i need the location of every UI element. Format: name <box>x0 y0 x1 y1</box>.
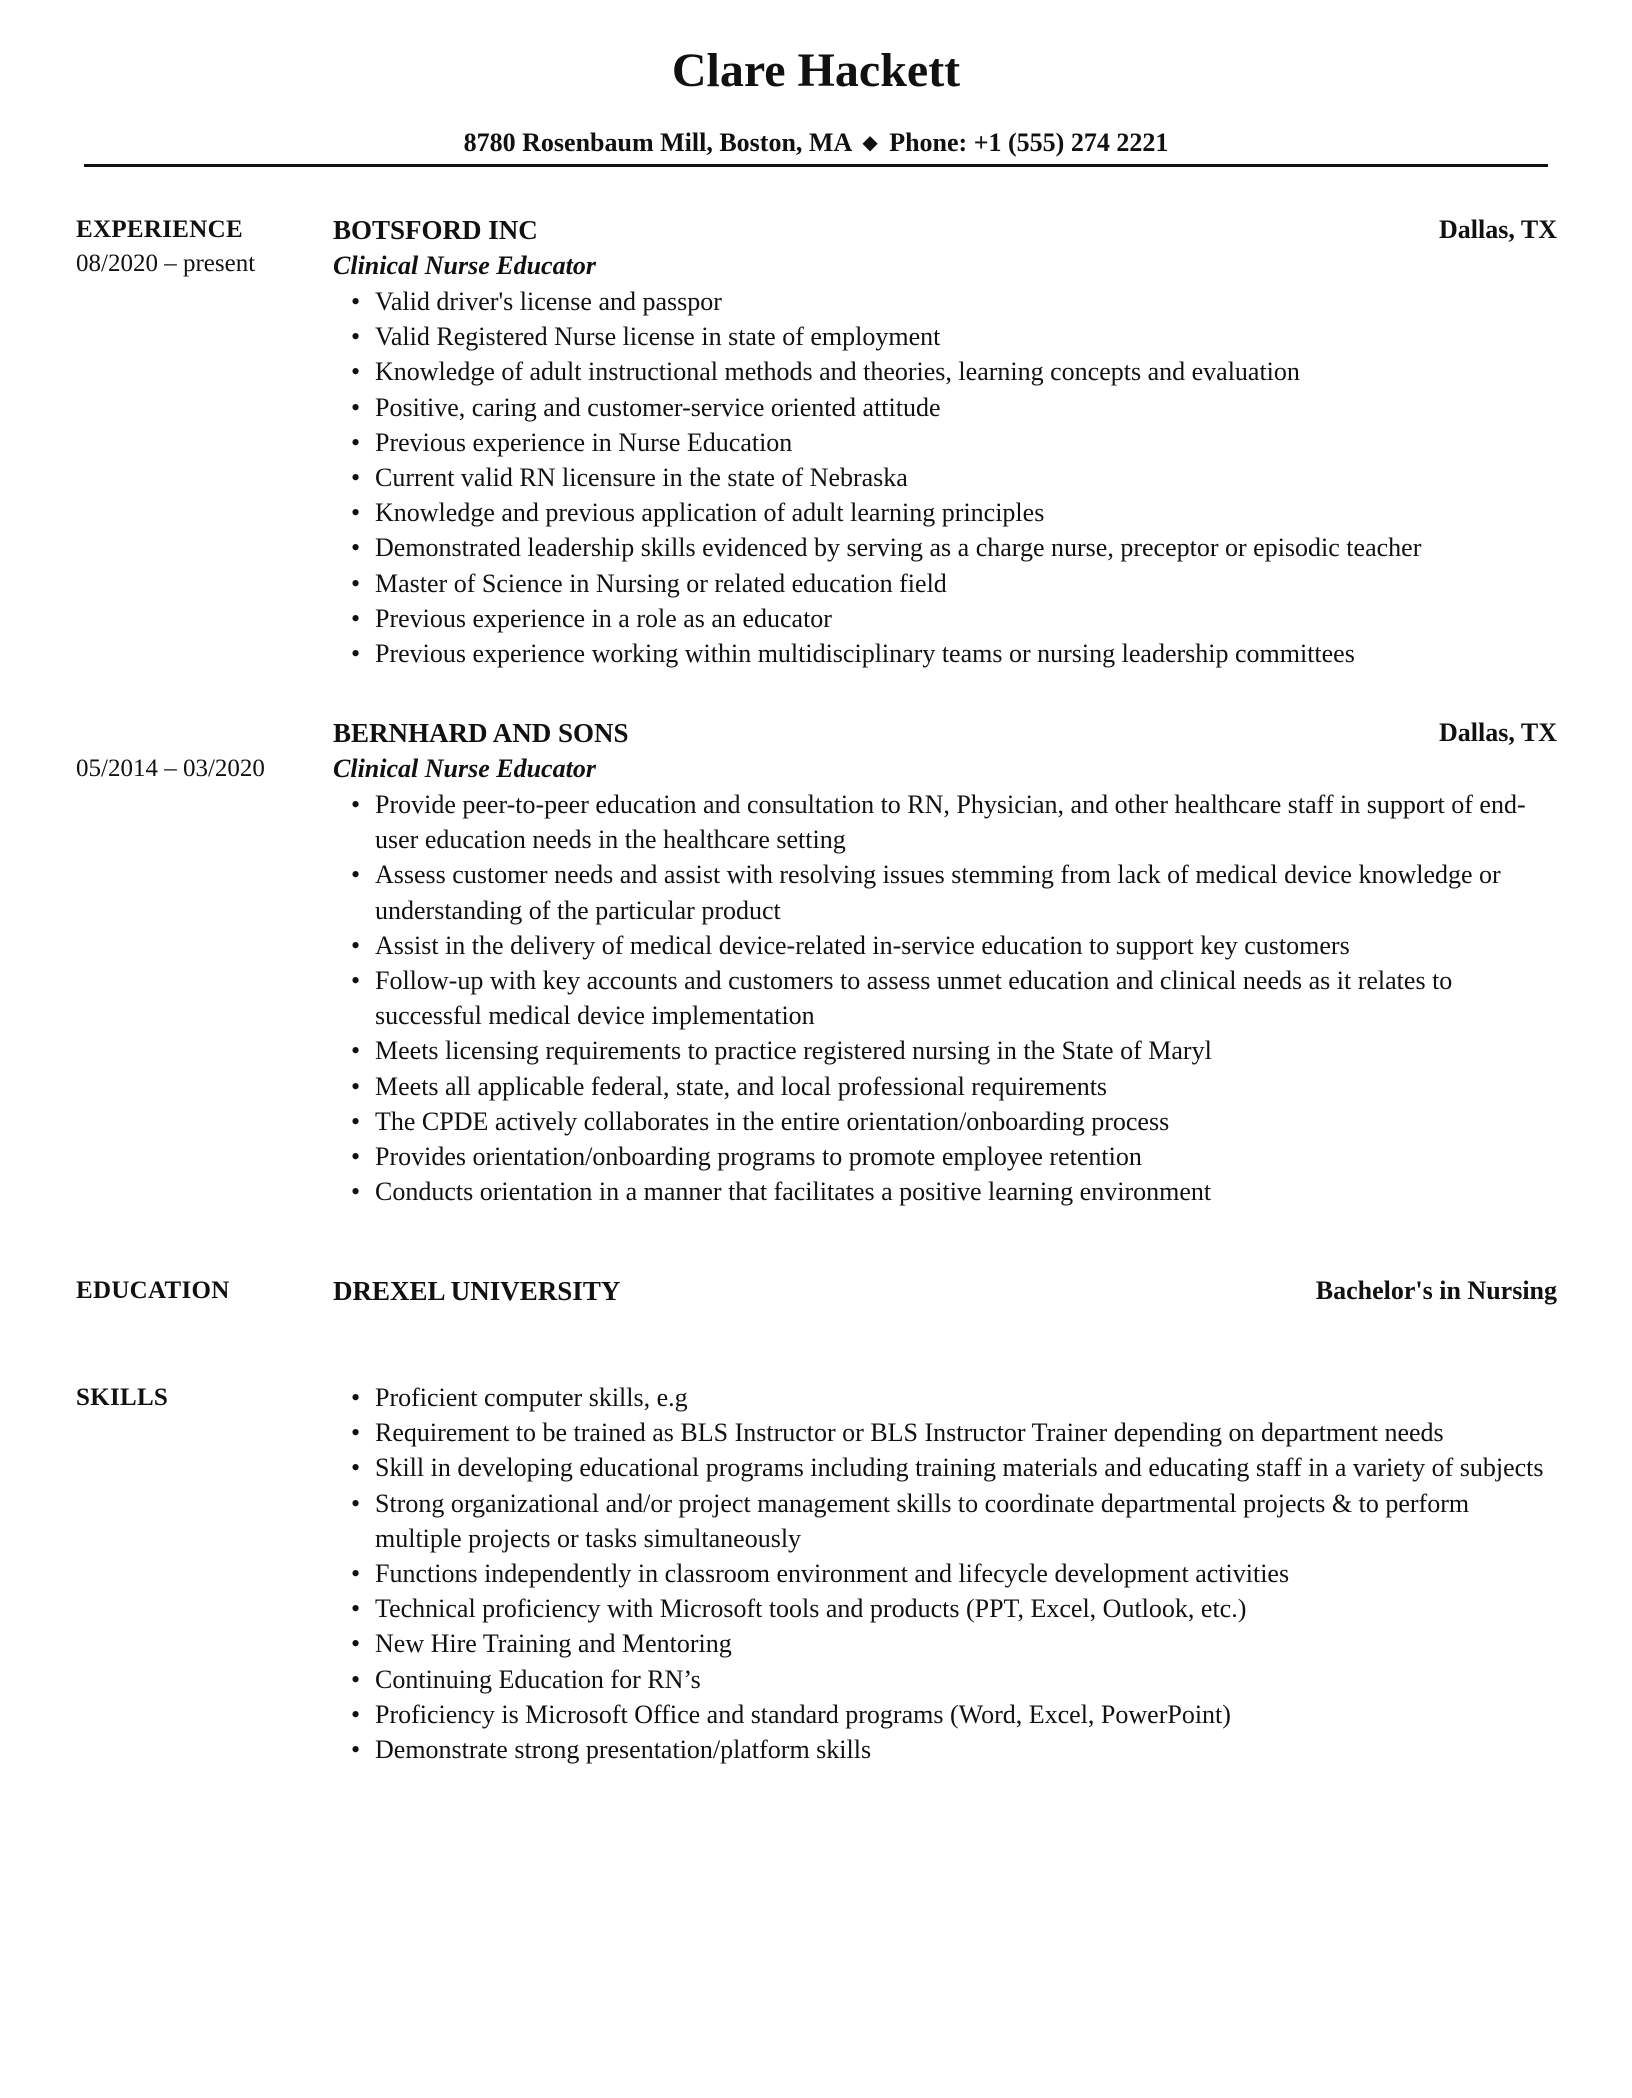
contact-line <box>0 125 1632 161</box>
list-item: • The CPDE actively collaborates in the entire orientation/onboarding process <box>375 1104 1557 1139</box>
education-header <box>333 1273 1557 1309</box>
school-name: DREXEL UNIVERSITY <box>333 1276 621 1306</box>
skills-heading: SKILLS <box>76 1384 169 1411</box>
degree-name: Bachelor's in Nursing <box>1315 1276 1557 1305</box>
list-item: • Valid Registered Nurse license in state of employment <box>375 319 1557 354</box>
list-item: • New Hire Training and Mentoring <box>375 1626 1557 1661</box>
list-item: • Previous experience in a role as an educator <box>375 601 1557 636</box>
list-item: • Technical proficiency with Microsoft tools and products (PPT, Excel, Outlook, etc.) <box>375 1591 1557 1626</box>
list-item: • Valid driver's license and passpor <box>375 284 1557 319</box>
list-item: • Assist in the delivery of medical device-related in-service education to support key customers <box>375 928 1557 963</box>
skills-list-wrap <box>333 1380 1557 1767</box>
list-item: • Proficiency is Microsoft Office and standard programs (Word, Excel, PowerPoint) <box>375 1697 1557 1732</box>
job-location: Dallas, TX <box>1439 215 1557 244</box>
experience-heading: EXPERIENCE <box>76 216 243 243</box>
list-item: • Meets all applicable federal, state, and local professional requirements <box>375 1069 1557 1104</box>
job-header <box>333 715 1557 751</box>
phone-text: Phone: +1 (555) 274 2221 <box>889 128 1169 157</box>
header-divider <box>84 164 1548 167</box>
list-item: • Knowledge and previous application of adult learning principles <box>375 495 1557 530</box>
list-item: • Requirement to be trained as BLS Instructor or BLS Instructor Trainer depending on department needs <box>375 1415 1557 1450</box>
list-item: • Demonstrated leadership skills evidenced by serving as a charge nurse, preceptor or episodic teacher <box>375 530 1557 565</box>
job-location: Dallas, TX <box>1439 718 1557 747</box>
list-item: • Conducts orientation in a manner that facilitates a positive learning environment <box>375 1174 1557 1209</box>
list-item: • Provide peer-to-peer education and consultation to RN, Physician, and other healthcare staff in support of end-user education needs in the healthcare setting <box>375 787 1557 857</box>
list-item: • Follow-up with key accounts and customers to assess unmet education and clinical needs as it relates to successful medical device implementation <box>375 963 1557 1033</box>
job-title: Clinical Nurse Educator <box>333 754 596 783</box>
company-name: BOTSFORD INC <box>333 215 538 245</box>
list-item: • Master of Science in Nursing or related education field <box>375 566 1557 601</box>
company-name: BERNHARD AND SONS <box>333 718 629 748</box>
list-item: • Previous experience in Nurse Education <box>375 425 1557 460</box>
list-item: • Meets licensing requirements to practice registered nursing in the State of Maryl <box>375 1033 1557 1068</box>
list-item: • Provides orientation/onboarding programs to promote employee retention <box>375 1139 1557 1174</box>
list-item: • Assess customer needs and assist with resolving issues stemming from lack of medical device knowledge or understanding of the particular product <box>375 857 1557 927</box>
list-item: • Continuing Education for RN’s <box>375 1662 1557 1697</box>
list-item: • Strong organizational and/or project management skills to coordinate departmental projects & to perform multiple projects or tasks simultaneously <box>375 1486 1557 1556</box>
job-dates: 05/2014 – 03/2020 <box>76 755 265 782</box>
job-title: Clinical Nurse Educator <box>333 251 596 280</box>
job-entry <box>333 715 1557 1209</box>
diamond-separator-icon: ◆ <box>862 132 878 154</box>
job-header <box>333 212 1557 248</box>
job-dates: 08/2020 – present <box>76 250 256 277</box>
address-text: 8780 Rosenbaum Mill, Boston, MA <box>463 128 851 157</box>
list-item: • Demonstrate strong presentation/platform skills <box>375 1732 1557 1767</box>
list-item: • Current valid RN licensure in the state of Nebraska <box>375 460 1557 495</box>
job-entry <box>333 212 1557 671</box>
education-heading: EDUCATION <box>76 1277 230 1304</box>
job-bullets <box>333 284 1557 671</box>
job-bullets <box>333 787 1557 1209</box>
list-item: • Previous experience working within multidisciplinary teams or nursing leadership committees <box>375 636 1557 671</box>
list-item: • Functions independently in classroom environment and lifecycle development activities <box>375 1556 1557 1591</box>
list-item: • Knowledge of adult instructional methods and theories, learning concepts and evaluation <box>375 354 1557 389</box>
candidate-name: Clare Hackett <box>671 44 961 97</box>
list-item: • Positive, caring and customer-service oriented attitude <box>375 390 1557 425</box>
skills-list <box>333 1380 1557 1767</box>
list-item: • Proficient computer skills, e.g <box>375 1380 1557 1415</box>
education-entry <box>333 1273 1557 1309</box>
list-item: • Skill in developing educational programs including training materials and educating staff in a variety of subjects <box>375 1450 1557 1485</box>
